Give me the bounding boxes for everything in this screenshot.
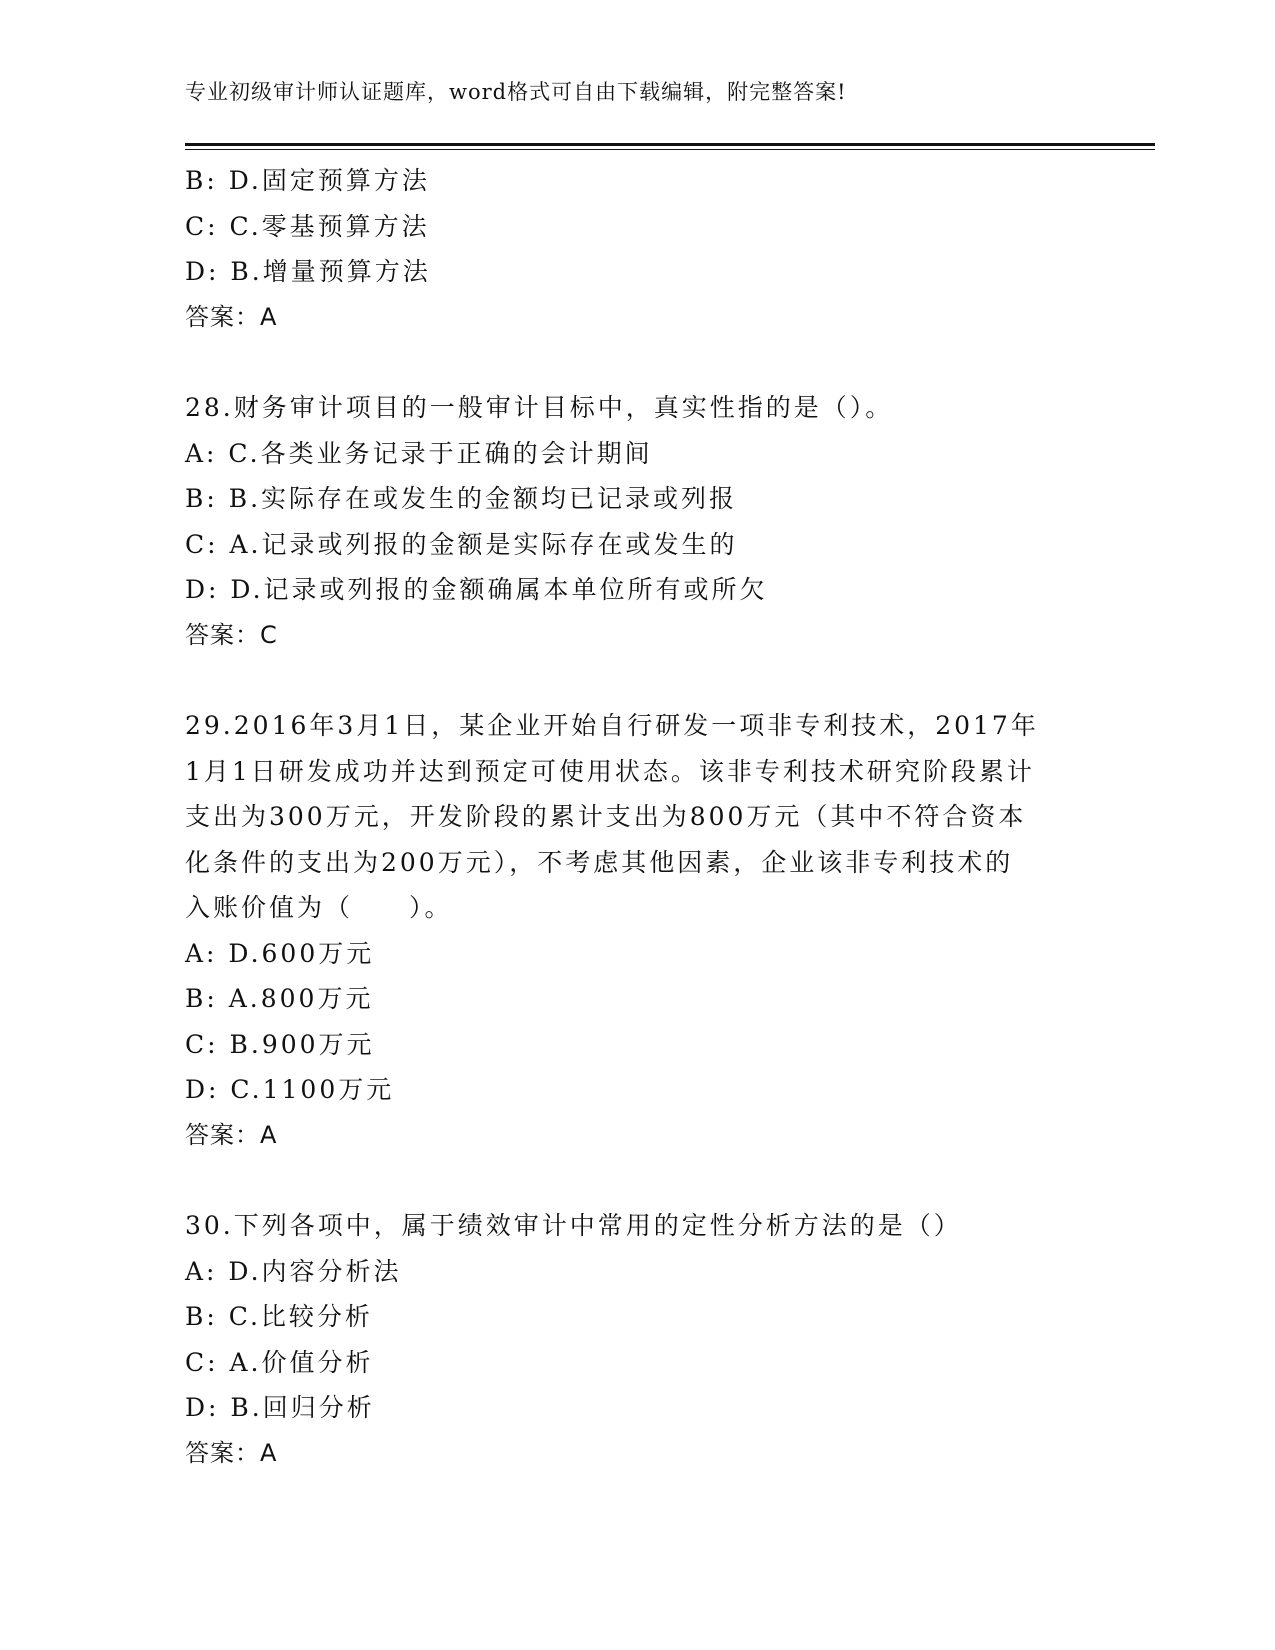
header-rule-thin: [185, 149, 1155, 150]
answer-line: 答案：A: [185, 1438, 278, 1467]
option-c: C: A.价值分析: [185, 1347, 374, 1377]
option-b: B: C.比较分析: [185, 1302, 373, 1331]
option-d: D: B.增量预算方法: [185, 257, 431, 286]
question-stem: [185, 703, 1085, 931]
question-28: [185, 385, 1085, 658]
stem-line: 入账价值为（ ）。: [185, 893, 453, 922]
option-b: B: B.实际存在或发生的金额均已记录或列报: [185, 484, 738, 513]
stem-line: 支出为300万元，开发阶段的累计支出为800万元（其中不符合资本: [185, 802, 1027, 831]
stem-line: 30.下列各项中，属于绩效审计中常用的定性分析方法的是（）: [185, 1211, 962, 1240]
stem-line: 28.财务审计项目的一般审计目标中，真实性指的是（）。: [185, 393, 894, 422]
question-30: [185, 1203, 1085, 1476]
option-d: D: D.记录或列报的金额确属本单位所有或所欠: [185, 575, 768, 604]
option-a: A: D.600万元: [185, 938, 375, 968]
option-c: C: C.零基预算方法: [185, 211, 430, 241]
header-rule-thick: [185, 143, 1155, 146]
stem-line: 化条件的支出为200万元），不考虑其他因素，企业该非专利技术的: [185, 847, 1014, 877]
option-c: C: B.900万元: [185, 1029, 375, 1059]
page-header: 专业初级审计师认证题库，word格式可自由下载编辑，附完整答案!: [185, 80, 847, 104]
option-b: B: D.固定预算方法: [185, 166, 430, 195]
answer-line: 答案：A: [185, 302, 278, 331]
option-b: B: A.800万元: [185, 984, 374, 1013]
stem-line: 1月1日研发成功并达到预定可使用状态。该非专利技术研究阶段累计: [185, 756, 1035, 786]
answer-line: 答案：A: [185, 1120, 278, 1149]
option-c: C: A.记录或列报的金额是实际存在或发生的: [185, 529, 738, 559]
answer-line: 答案：C: [185, 620, 278, 649]
question-stem: [185, 385, 1085, 431]
continued-question: [185, 158, 1085, 340]
question-content: [185, 158, 1085, 1476]
stem-line: 29.2016年3月1日，某企业开始自行研发一项非专利技术，2017年: [185, 711, 1039, 740]
option-d: D: C.1100万元: [185, 1075, 395, 1104]
option-a: A: C.各类业务记录于正确的会计期间: [185, 438, 653, 468]
question-29: [185, 703, 1085, 1158]
option-d: D: B.回归分析: [185, 1393, 375, 1422]
question-stem: [185, 1203, 1085, 1249]
option-a: A: D.内容分析法: [185, 1256, 402, 1286]
